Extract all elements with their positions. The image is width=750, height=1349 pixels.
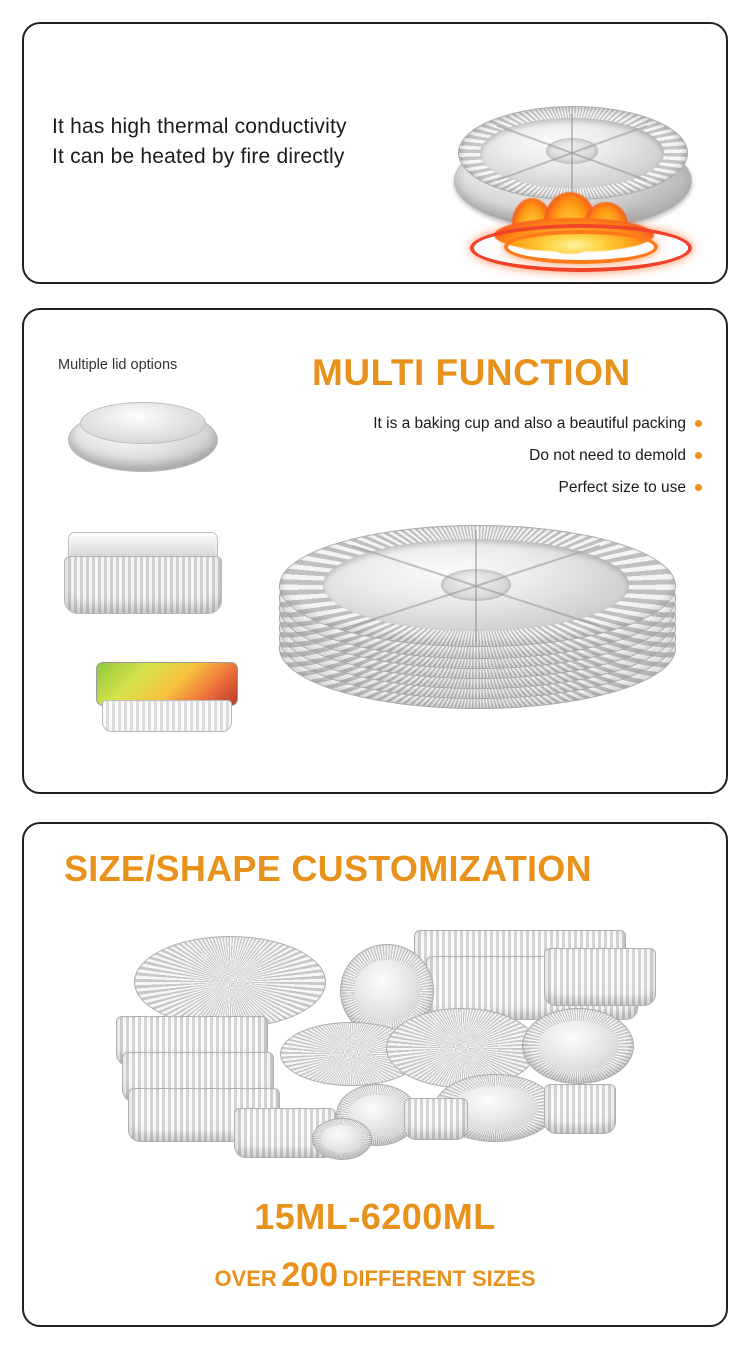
rectangular-foil-container-sample <box>64 532 220 618</box>
thermal-line-1: It has high thermal conductivity <box>52 115 347 138</box>
multiple-lid-options-label: Multiple lid options <box>58 357 178 373</box>
round-lid <box>522 1008 634 1084</box>
volume-range-text: 15ML-6200ML <box>254 1196 496 1237</box>
size-shape-title: SIZE/SHAPE CUSTOMIZATION <box>64 848 592 889</box>
muffin-cup <box>312 1118 372 1160</box>
thermal-text-block <box>52 112 347 172</box>
bullet-dot-icon <box>695 484 702 491</box>
bullet-item <box>373 447 702 465</box>
bullet-item <box>373 415 702 433</box>
round-pan-face <box>354 960 420 1023</box>
bullet-text: Perfect size to use <box>558 479 686 496</box>
size-count: 200 <box>281 1256 338 1294</box>
multi-function-bullet-list <box>373 415 702 511</box>
oval-foil-pan <box>134 936 326 1028</box>
card-multi-function <box>22 308 728 794</box>
rect-container-body <box>64 556 222 614</box>
tray-spoke <box>475 586 477 642</box>
assorted-containers-graphic <box>104 912 664 1192</box>
card-size-shape-customization <box>22 822 728 1327</box>
round-lid-face <box>538 1021 617 1071</box>
round-container-lid <box>80 402 206 444</box>
round-tray-stack-graphic <box>279 525 674 725</box>
wide-rect-pan <box>544 948 656 1006</box>
muffin-cup-face <box>321 1125 363 1152</box>
card-thermal-conductivity <box>22 22 728 284</box>
printed-lid-container-sample <box>96 662 236 734</box>
different-sizes-label: DIFFERENT SIZES <box>342 1266 536 1291</box>
printed-container-body <box>102 700 232 732</box>
tray-spoke <box>475 530 477 586</box>
multi-function-title: MULTI FUNCTION <box>312 352 631 393</box>
square-pan <box>544 1084 616 1134</box>
bullet-text: Do not need to demold <box>529 447 686 464</box>
square-pan <box>404 1098 468 1140</box>
thermal-line-2: It can be heated by fire directly <box>52 145 345 168</box>
bullet-dot-icon <box>695 420 702 427</box>
over-label: OVER <box>214 1266 277 1291</box>
flame-graphic <box>476 192 676 272</box>
bullet-dot-icon <box>695 452 702 459</box>
round-foil-container-sample <box>62 398 222 482</box>
different-sizes-line <box>24 1256 726 1295</box>
bullet-text: It is a baking cup and also a beautiful packing <box>373 415 686 432</box>
bullet-item <box>373 479 702 497</box>
